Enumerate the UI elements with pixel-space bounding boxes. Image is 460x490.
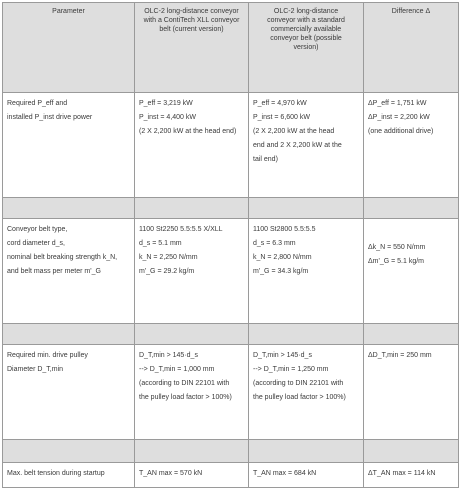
- cell-line: ΔT_AN max = 114 kN: [368, 469, 436, 477]
- cell-line: T_AN max = 684 kN: [253, 469, 317, 477]
- cell-line: the pulley load factor > 100%): [253, 394, 346, 402]
- cell-pulley-difference: [364, 345, 459, 439]
- cell-line: ΔP_inst = 2,200 kW: [368, 114, 430, 122]
- header-standard: [249, 3, 364, 93]
- cell-belt-type-parameter: [3, 219, 135, 324]
- cell-line: P_eff = 3,219 kW: [139, 100, 193, 108]
- spacer-cell: [249, 439, 364, 462]
- spacer-cell: [364, 198, 459, 219]
- cell-line: Max. belt tension during startup: [7, 469, 105, 477]
- spacer-row: [3, 198, 459, 219]
- row-drive-power: [3, 93, 459, 198]
- header-parameter-text: Parameter: [52, 8, 85, 15]
- spacer-cell: [3, 198, 135, 219]
- spacer-cell: [364, 324, 459, 345]
- spacer-row: [3, 439, 459, 462]
- cell-line: Required min. drive pulley: [7, 352, 88, 360]
- header-difference-text: Difference Δ: [391, 8, 431, 15]
- cell-line: P_inst = 6,600 kW: [253, 114, 311, 122]
- cell-tension-parameter: [3, 462, 135, 487]
- spacer-cell: [135, 439, 249, 462]
- cell-line: ΔP_eff = 1,751 kW: [368, 100, 427, 108]
- cell-belt-type-difference: [364, 219, 459, 324]
- row-pulley: [3, 345, 459, 439]
- cell-line: D_T,min > 145·d_s: [253, 352, 312, 360]
- cell-line: nominal belt breaking strength k_N,: [7, 254, 118, 262]
- cell-tension-standard: [249, 462, 364, 487]
- row-belt-type: [3, 219, 459, 324]
- spacer-cell: [3, 439, 135, 462]
- cell-line: ΔD_T,min = 250 mm: [368, 352, 432, 360]
- header-current-line: with a ContiTech XLL conveyor: [143, 17, 240, 24]
- spacer-row: [3, 324, 459, 345]
- cell-line: Δk_N = 550 N/mm: [368, 244, 426, 252]
- spacer-cell: [364, 439, 459, 462]
- cell-line: (one additional drive): [368, 128, 434, 136]
- cell-line: d_s = 6.3 mm: [253, 240, 296, 248]
- spacer-cell: [135, 324, 249, 345]
- header-standard-line: version): [293, 44, 319, 51]
- cell-line: Δm'_G = 5.1 kg/m: [368, 258, 425, 266]
- header-standard-line: OLC-2 long-distance: [273, 8, 339, 15]
- cell-drive-power-current: [135, 93, 249, 198]
- cell-line: k_N = 2,800 N/mm: [253, 254, 312, 262]
- cell-tension-current: [135, 462, 249, 487]
- cell-belt-type-standard: [249, 219, 364, 324]
- cell-line: (according to DIN 22101 with: [253, 380, 344, 388]
- cell-line: the pulley load factor > 100%): [139, 394, 232, 402]
- spacer-cell: [135, 198, 249, 219]
- row-tension: [3, 462, 459, 487]
- spacer-cell: [249, 324, 364, 345]
- cell-belt-type-current: [135, 219, 249, 324]
- cell-line: cord diameter d_s,: [7, 240, 65, 248]
- cell-line: (2 X 2,200 kW at the head: [253, 128, 335, 136]
- cell-line: m'_G = 34.3 kg/m: [253, 268, 309, 276]
- cell-line: end and 2 X 2,200 kW at the: [253, 142, 342, 150]
- cell-drive-power-parameter: [3, 93, 135, 198]
- cell-pulley-standard: [249, 345, 364, 439]
- cell-line: k_N = 2,250 N/mm: [139, 254, 198, 262]
- header-current: [135, 3, 249, 93]
- header-parameter: [3, 3, 135, 93]
- cell-line: m'_G = 29.2 kg/m: [139, 268, 195, 276]
- cell-line: installed P_inst drive power: [7, 114, 93, 122]
- cell-line: and belt mass per meter m'_G: [7, 268, 101, 276]
- cell-line: P_inst = 4,400 kW: [139, 114, 197, 122]
- header-standard-line: conveyor belt (possible: [270, 35, 342, 42]
- cell-line: T_AN max = 570 kN: [139, 469, 203, 477]
- header-row: [3, 3, 459, 93]
- cell-line: 1100 St2800 5.5:5.5: [253, 226, 316, 234]
- cell-pulley-parameter: [3, 345, 135, 439]
- cell-line: 1100 St2250 5.5:5.5 X/XLL: [139, 226, 223, 234]
- cell-line: tail end): [253, 156, 278, 164]
- comparison-table: [2, 2, 459, 488]
- cell-line: --> D_T,min = 1,250 mm: [253, 366, 329, 374]
- cell-line: Required P_eff and: [7, 100, 68, 108]
- header-current-line: belt (current version): [159, 26, 224, 33]
- cell-line: (according to DIN 22101 with: [139, 380, 230, 388]
- cell-line: P_eff = 4,970 kW: [253, 100, 307, 108]
- cell-line: D_T,min > 145·d_s: [139, 352, 198, 360]
- cell-drive-power-standard: [249, 93, 364, 198]
- header-current-line: OLC-2 long-distance conveyor: [144, 8, 239, 15]
- cell-line: d_s = 5.1 mm: [139, 240, 182, 248]
- header-difference: [364, 3, 459, 93]
- cell-pulley-current: [135, 345, 249, 439]
- header-standard-line: commercially available: [270, 26, 342, 33]
- cell-drive-power-difference: [364, 93, 459, 198]
- spacer-cell: [3, 324, 135, 345]
- cell-tension-difference: [364, 462, 459, 487]
- spacer-cell: [249, 198, 364, 219]
- header-standard-line: conveyor with a standard: [267, 17, 345, 24]
- cell-line: Diameter D_T,min: [7, 366, 64, 374]
- cell-line: (2 X 2,200 kW at the head end): [139, 128, 237, 136]
- cell-line: --> D_T,min = 1,000 mm: [139, 366, 215, 374]
- cell-line: Conveyor belt type,: [7, 226, 68, 234]
